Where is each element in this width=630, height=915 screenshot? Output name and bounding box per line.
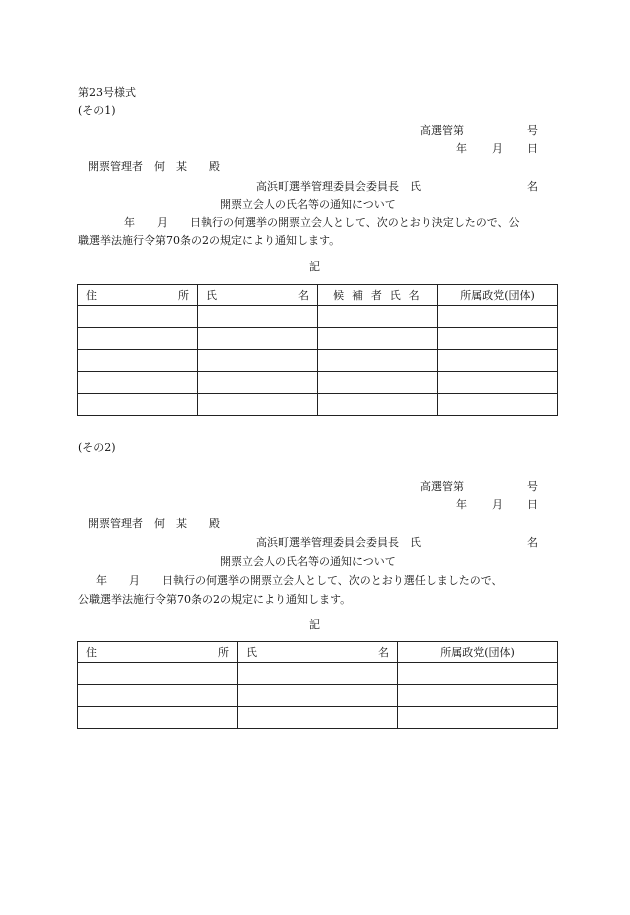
table-row bbox=[78, 707, 558, 729]
table-cell[interactable] bbox=[438, 306, 558, 328]
table-cell[interactable] bbox=[198, 394, 318, 416]
table-cell[interactable] bbox=[198, 372, 318, 394]
body-line-2: 職選挙法施行令第70条の2の規定により通知します。 bbox=[78, 234, 341, 247]
body-line-1: 年 月 日執行の何選挙の開票立会人として、次のとおり選任しましたので、 bbox=[96, 574, 503, 587]
column-header-party: 所属政党(団体) bbox=[438, 285, 558, 306]
date-year: 年 bbox=[456, 142, 467, 155]
sender-suffix: 名 bbox=[527, 536, 538, 549]
section-label: (その2) bbox=[78, 441, 116, 454]
table-cell[interactable] bbox=[78, 350, 198, 372]
ki-label: 記 bbox=[309, 618, 320, 631]
table-cell[interactable] bbox=[78, 394, 198, 416]
date-year: 年 bbox=[456, 498, 467, 511]
candidate-table bbox=[77, 284, 558, 416]
table-cell[interactable] bbox=[198, 306, 318, 328]
table-row bbox=[78, 372, 558, 394]
body-line-1: 年 月 日執行の何選挙の開票立会人として、次のとおり決定したので、公 bbox=[124, 216, 520, 229]
table-cell[interactable] bbox=[438, 394, 558, 416]
date-day: 日 bbox=[527, 498, 538, 511]
ki-label: 記 bbox=[309, 260, 320, 273]
witness-table bbox=[77, 641, 558, 729]
table-row bbox=[78, 350, 558, 372]
date-month: 月 bbox=[492, 498, 503, 511]
reference-prefix: 高選管第 bbox=[420, 480, 464, 493]
table-cell[interactable] bbox=[78, 306, 198, 328]
table-cell[interactable] bbox=[238, 707, 398, 729]
table-cell[interactable] bbox=[438, 328, 558, 350]
table-cell[interactable] bbox=[198, 328, 318, 350]
table-row bbox=[78, 328, 558, 350]
sender: 高浜町選挙管理委員会委員長 氏 bbox=[256, 536, 421, 549]
table-cell[interactable] bbox=[78, 663, 238, 685]
sender: 高浜町選挙管理委員会委員長 氏 bbox=[256, 180, 421, 193]
reference-prefix: 高選管第 bbox=[420, 124, 464, 137]
section-label: (その1) bbox=[78, 104, 116, 117]
table-cell[interactable] bbox=[318, 306, 438, 328]
table-cell[interactable] bbox=[318, 328, 438, 350]
subject: 開票立会人の氏名等の通知について bbox=[220, 555, 396, 568]
table-cell[interactable] bbox=[398, 707, 558, 729]
addressee: 開票管理者 何 某 殿 bbox=[88, 160, 220, 173]
table-cell[interactable] bbox=[238, 685, 398, 707]
table-header-row bbox=[78, 285, 558, 306]
table-cell[interactable] bbox=[78, 707, 238, 729]
table-row bbox=[78, 663, 558, 685]
reference-suffix: 号 bbox=[527, 480, 538, 493]
sender-suffix: 名 bbox=[527, 180, 538, 193]
form-title: 第23号様式 bbox=[78, 86, 136, 99]
column-header-address: 住 所 bbox=[78, 642, 238, 663]
table-cell[interactable] bbox=[318, 350, 438, 372]
table-cell[interactable] bbox=[238, 663, 398, 685]
column-header-party: 所属政党(団体) bbox=[398, 642, 558, 663]
column-header-name: 氏 名 bbox=[198, 285, 318, 306]
table-cell[interactable] bbox=[318, 372, 438, 394]
table-cell[interactable] bbox=[398, 685, 558, 707]
table-cell[interactable] bbox=[78, 685, 238, 707]
addressee: 開票管理者 何 某 殿 bbox=[88, 517, 220, 530]
table-header-row bbox=[78, 642, 558, 663]
table-row bbox=[78, 394, 558, 416]
subject: 開票立会人の氏名等の通知について bbox=[220, 198, 396, 211]
body-line-2: 公職選挙法施行令第70条の2の規定により通知します。 bbox=[78, 593, 352, 606]
table-cell[interactable] bbox=[398, 663, 558, 685]
table-cell[interactable] bbox=[438, 372, 558, 394]
column-header-address: 住 所 bbox=[78, 285, 198, 306]
table-cell[interactable] bbox=[438, 350, 558, 372]
date-day: 日 bbox=[527, 142, 538, 155]
table-row bbox=[78, 306, 558, 328]
table-cell[interactable] bbox=[198, 350, 318, 372]
table-cell[interactable] bbox=[318, 394, 438, 416]
table-cell[interactable] bbox=[78, 372, 198, 394]
column-header-candidate-name: 候 補 者 氏 名 bbox=[318, 285, 438, 306]
date-month: 月 bbox=[492, 142, 503, 155]
table-row bbox=[78, 685, 558, 707]
column-header-name: 氏 名 bbox=[238, 642, 398, 663]
table-cell[interactable] bbox=[78, 328, 198, 350]
reference-suffix: 号 bbox=[527, 124, 538, 137]
